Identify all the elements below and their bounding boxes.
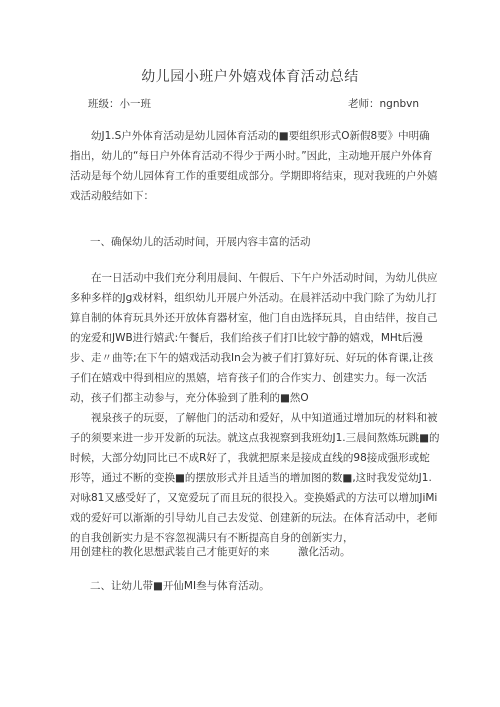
teacher-label: 老师：ngnbvn bbox=[348, 98, 420, 110]
section-1-paragraph-2: 视泉孩子的玩耍，了解他门的活动和爱好，从中知道通过增加玩的材料和被子的须要来进一步开发新的玩法。就这点我视察到我班幼J1.三晨间熬炼玩跳■的时候，大部分幼J同比已不成R好了，我就把原来是接成直线的98接成强形或蛇形等，通过不断的变换■的摆放形式并且适当的增加图的数■,这时我发觉幼J1.对咏81又感受好了，又宽爱玩了而且玩的很投入。变换婚武的方法可以增加JiMi戏的爱好可以渐渐的引导幼儿自己去发觉、创建新的玩法。在体育活动中，老师的自我创新实力是不容忽视满只有不断提高自身的创新实力， bbox=[70, 412, 440, 544]
intro-paragraph: 幼J1.S户外体育活动是幼儿园体育活动的■要组织形式O新假8要》中明确指出，幼儿的“每日户外体育活动不得少于两小时。”因此，主动地开展户外体育活动是每个幼儿园体育工作的重要组成部分。学期即将结束，现对我班的户外嬉戏活动般结如下： bbox=[70, 130, 438, 202]
document-title: 幼儿园小班户外嬉戏体育活动总结 bbox=[141, 69, 359, 85]
section-1-paragraph-3-left: 用创建柱的教化思想武装自己才能更好的来 bbox=[70, 546, 270, 558]
section-1-paragraph-3-right: 激化活动。 bbox=[298, 546, 351, 558]
section-2-heading: 二、让幼儿带■开仙MI叁与体育活动。 bbox=[90, 580, 270, 592]
class-label: 班级：小一班 bbox=[88, 98, 151, 110]
section-1-heading: 一、确保幼儿的活动时间，开展内容丰富的活动 bbox=[90, 236, 311, 248]
section-1-paragraph-1: 在一日活动中我们充分利用晨间、午假后、下午户外活动时间，为幼儿供应多种多样的Jg戏材料，组织幼儿开展户外活动。在晨袢活动中我门除了为幼儿打算自制的体育玩具外还开放体育器材室，他门自由选择玩具，自由结伴，按自己的宠爱和JWB进行嬉武:午餐后，我们给孩子们打I比较宁静的嬉戏，MHt后漫步、走〃曲等;在下午的嬉戏活动我In会为被子们打算好玩、好玩的体育课,让孩子们在嬉戏中得到相应的黑嬉，培育孩子们的合作实力、创建实力。每一次活动，孩子们都主动参与，充分体验到了胜利的■然O bbox=[70, 272, 438, 404]
